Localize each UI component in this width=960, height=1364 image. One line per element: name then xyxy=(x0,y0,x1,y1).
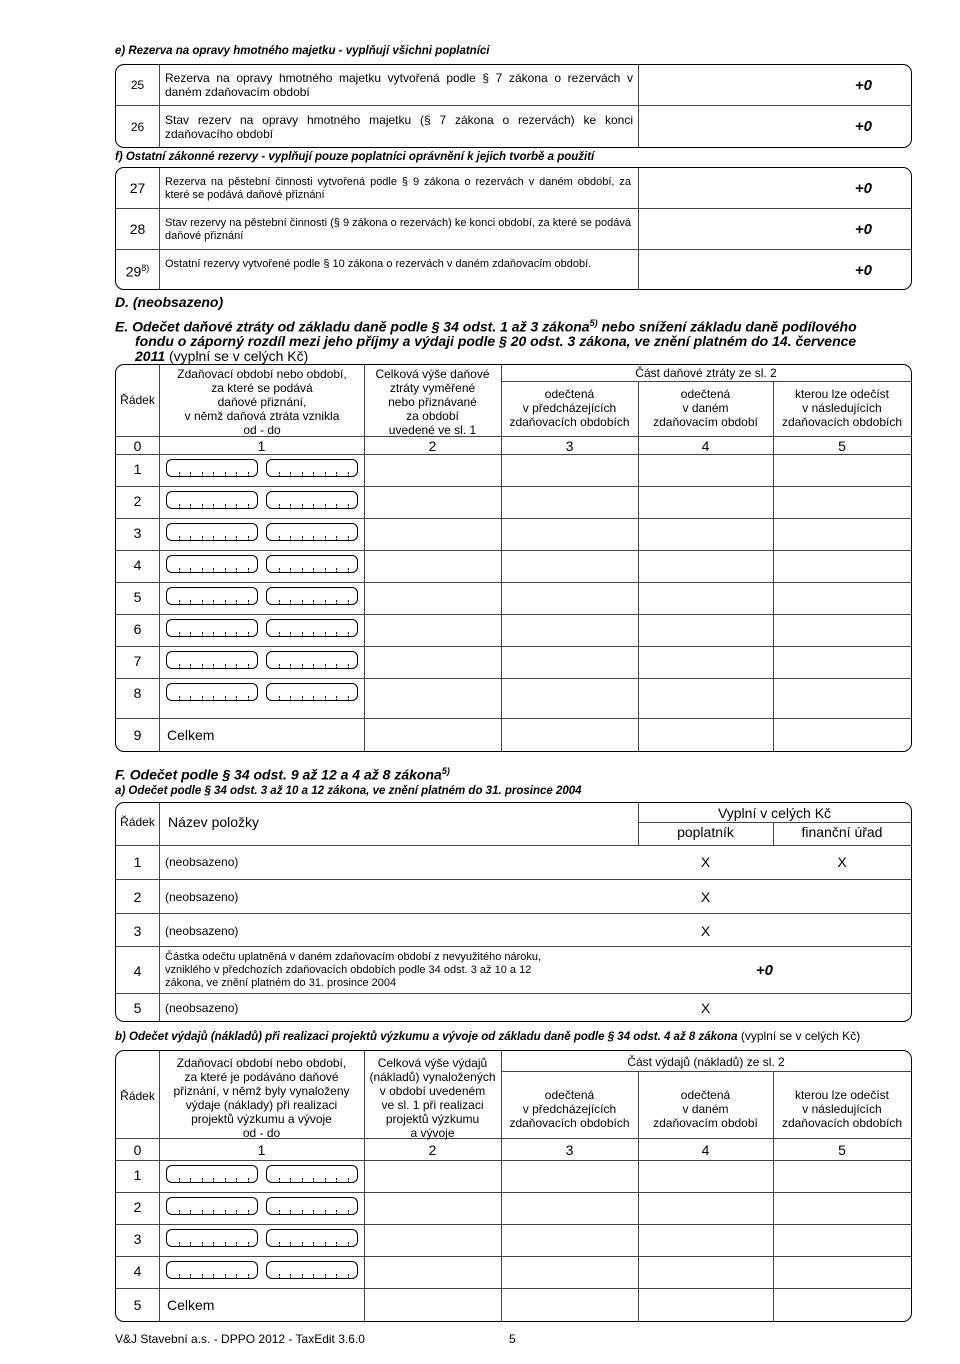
b-col-4-header: odečtená v daném zdaňovacím období xyxy=(653,1088,758,1130)
col-number: 0 xyxy=(133,1142,142,1158)
date-input[interactable] xyxy=(266,523,358,541)
row-label: Stav rezervy na pěstební činnosti (§ 9 zákona o rezervách) ke konci období, za které se podává daňové přiznání xyxy=(165,217,631,242)
total-row-number: 5 xyxy=(133,1297,142,1313)
section-E-heading-line2: fondu o záporný rozdíl mezi jeho příjmy a výdaji podle § 20 odst. 3 zákona, ve znění platném do 14. července xyxy=(135,333,857,349)
row-number: 4 xyxy=(133,963,142,979)
row-number: 5 xyxy=(133,589,142,605)
col-number: 0 xyxy=(133,438,142,454)
b-col-5-header: kterou lze odečíst v následujících zdaňovacích obdobích xyxy=(781,1088,903,1130)
date-input[interactable] xyxy=(166,1229,258,1247)
deduction-table-a xyxy=(115,802,912,1022)
poplatnik-value: X xyxy=(700,854,711,870)
row-number: 6 xyxy=(133,621,142,637)
col-number: 4 xyxy=(701,1142,710,1158)
row-label: (neobsazeno) xyxy=(165,855,239,869)
row-label: Rezerva na opravy hmotného majetku vytvořená podle § 7 zákona o rezervách v daném zdaňovacím období xyxy=(165,71,633,99)
col-number: 3 xyxy=(565,438,574,454)
col-number: 4 xyxy=(701,438,710,454)
row-value[interactable]: +0 xyxy=(854,180,872,197)
row-number: 1 xyxy=(133,1167,142,1183)
date-input[interactable] xyxy=(166,523,258,541)
poplatnik-value: X xyxy=(700,889,711,905)
row-value[interactable]: +0 xyxy=(854,221,872,238)
poplatnik-value: X xyxy=(700,923,711,939)
section-e-table xyxy=(115,64,912,148)
date-input[interactable] xyxy=(166,1261,258,1279)
col-urad: finanční úřad xyxy=(801,824,883,840)
col-radek: Řádek xyxy=(120,393,155,407)
b-col-3-header: odečtená v předcházejících zdaňovacích obdobích xyxy=(509,1088,630,1130)
date-input[interactable] xyxy=(166,651,258,669)
footer-page-number: 5 xyxy=(509,1332,516,1346)
row-value[interactable]: +0 xyxy=(854,118,872,135)
date-input[interactable] xyxy=(266,683,358,701)
urad-value: X xyxy=(837,854,847,870)
section-E-heading: E. Odečet daňové ztráty od základu daně podle § 34 odst. 1 až 3 zákona$^{5)}$ nebo snížení základu daně podílového xyxy=(115,318,857,335)
date-input[interactable] xyxy=(266,651,358,669)
date-input[interactable] xyxy=(166,555,258,573)
date-input[interactable] xyxy=(166,619,258,637)
col-number: 1 xyxy=(257,438,266,454)
col-number: 3 xyxy=(565,1142,574,1158)
date-input[interactable] xyxy=(266,555,358,573)
col-2-header: Celková výše daňové ztráty vyměřené nebo přiznávané za období uvedené ve sl. 1 xyxy=(375,367,490,437)
date-input[interactable] xyxy=(266,459,358,477)
poplatnik-value: X xyxy=(700,1000,711,1016)
row-value[interactable]: +0 xyxy=(854,77,872,94)
poplatnik-value[interactable]: +0 xyxy=(755,962,773,979)
date-input[interactable] xyxy=(166,459,258,477)
row-number: 3 xyxy=(133,923,142,939)
date-input[interactable] xyxy=(166,683,258,701)
row-number: 2 xyxy=(133,493,142,509)
col-number: 1 xyxy=(257,1142,266,1158)
section-f-table xyxy=(115,167,912,290)
date-input[interactable] xyxy=(266,1229,358,1247)
date-input[interactable] xyxy=(166,587,258,605)
row-number: 7 xyxy=(133,653,142,669)
col-group: Vyplní v celých Kč xyxy=(717,805,832,821)
row-number: 3 xyxy=(133,525,142,541)
row-number: 1 xyxy=(133,854,142,870)
b-col-1-header: Zdaňovací období nebo období, za které je podáváno daňové přiznání, v němž byly vynaloženy výdaje (náklady) při realizaci projektů výzkumu a vývoje od - do xyxy=(173,1056,350,1140)
section-E-heading-line3: 2011 (vyplní se v celých Kč) xyxy=(135,348,309,364)
row-number: 29$^{8)}$ xyxy=(125,263,150,280)
col-number: 5 xyxy=(838,1142,846,1158)
section-F-heading: F. Odečet podle § 34 odst. 9 až 12 a 4 až 8 zákona$^{5)}$ xyxy=(115,766,450,783)
col-poplatnik: poplatník xyxy=(677,824,734,840)
total-row-number: 9 xyxy=(133,727,142,743)
total-row-label: Celkem xyxy=(167,727,215,743)
section-e-heading: e) Rezerva na opravy hmotného majetku - vyplňují všichni poplatníci xyxy=(115,45,490,57)
group-header: Část daňové ztráty ze sl. 2 xyxy=(635,366,777,380)
row-label: (neobsazeno) xyxy=(165,924,239,938)
row-number: 2 xyxy=(133,1199,142,1215)
col-5-header: kterou lze odečíst v následujících zdaňovacích obdobích xyxy=(781,387,903,429)
section-F-sub-a: a) Odečet podle § 34 odst. 3 až 10 a 12 zákona, ve znění platném do 31. prosince 2004 xyxy=(115,785,582,797)
col-3-header: odečtená v předcházejících zdaňovacích obdobích xyxy=(509,387,630,429)
row-number: 4 xyxy=(133,1263,142,1279)
row-label: Částka odečtu uplatněná v daném zdaňovacím období z nevyužitého nároku, vzniklého v předchozích zdaňovacích obdobích podle 34 odst. 3 až 10 a 12 zákona, ve znění platném do 31. prosince 2004 xyxy=(165,951,542,989)
row-number: 5 xyxy=(133,1000,142,1016)
date-input[interactable] xyxy=(266,587,358,605)
row-number: 26 xyxy=(130,120,145,134)
row-number: 27 xyxy=(129,180,146,196)
row-number: 8 xyxy=(133,685,142,701)
b-col-2-header: Celková výše výdajů (nákladů) vynaložených v období uvedeném ve sl. 1 při realizaci projektů výzkumu a vývoje xyxy=(369,1056,496,1140)
b-group-header: Část výdajů (nákladů) ze sl. 2 xyxy=(627,1055,785,1069)
section-d-heading: D. (neobsazeno) xyxy=(115,294,224,310)
col-1-header: Zdaňovací období nebo období, za které se podává daňové přiznání, v němž daňová ztráta vznikla od - do xyxy=(177,367,347,437)
date-input[interactable] xyxy=(266,619,358,637)
col-number: 2 xyxy=(428,438,437,454)
date-input[interactable] xyxy=(266,491,358,509)
section-F-sub-b: b) Odečet výdajů (nákladů) při realizaci projektů výzkumu a vývoje od základu daně podle § 34 odst. 4 až 8 zákona (vyplní se v celých Kč) xyxy=(115,1029,861,1043)
date-input[interactable] xyxy=(266,1165,358,1183)
date-input[interactable] xyxy=(166,1197,258,1215)
section-f-heading: f) Ostatní zákonné rezervy - vyplňují pouze poplatníci oprávnění k jejich tvorbě a použití xyxy=(115,151,595,163)
row-number: 1 xyxy=(133,461,142,477)
col-radek: Řádek xyxy=(120,1089,155,1103)
row-label: (neobsazeno) xyxy=(165,890,239,904)
row-label: Rezerva na pěstební činnosti vytvořená podle § 9 zákona o rezervách v daném období, za které se podává daňové přiznání xyxy=(165,176,631,201)
col-radek: Řádek xyxy=(120,815,155,829)
col-number: 5 xyxy=(838,438,846,454)
col-4-header: odečtená v daném zdaňovacím období xyxy=(653,387,758,429)
row-number: 4 xyxy=(133,557,142,573)
date-input[interactable] xyxy=(166,491,258,509)
loss-table xyxy=(115,364,912,752)
row-label: Ostatní rezervy vytvořené podle § 10 zákona o rezervách v daném zdaňovacím období. xyxy=(165,258,592,270)
row-label: (neobsazeno) xyxy=(165,1001,239,1015)
row-label: Stav rezerv na opravy hmotného majetku (§ 7 zákona o rezervách) ke konci zdaňovacího období xyxy=(165,113,633,141)
date-input[interactable] xyxy=(166,1165,258,1183)
row-number: 3 xyxy=(133,1231,142,1247)
row-number: 28 xyxy=(129,221,146,237)
deduction-table-b xyxy=(115,1050,912,1322)
date-input[interactable] xyxy=(266,1261,358,1279)
col-number: 2 xyxy=(428,1142,437,1158)
row-value[interactable]: +0 xyxy=(854,262,872,279)
row-number: 2 xyxy=(133,889,142,905)
footer-left: V&J Stavební a.s. - DPPO 2012 - TaxEdit 3.6.0 xyxy=(115,1332,365,1346)
total-row-label: Celkem xyxy=(167,1297,215,1313)
date-input[interactable] xyxy=(266,1197,358,1215)
row-number: 25 xyxy=(130,78,145,92)
col-nazev: Název položky xyxy=(168,814,260,830)
